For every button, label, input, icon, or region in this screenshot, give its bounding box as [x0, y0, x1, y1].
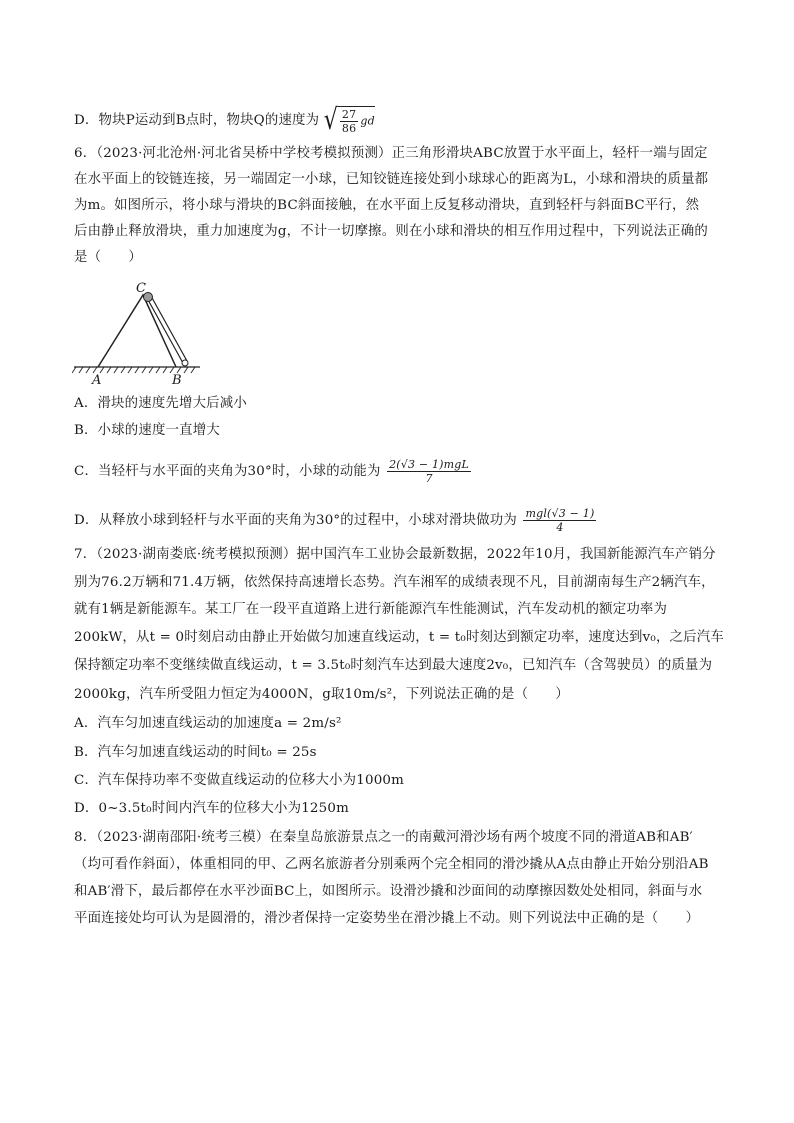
q7-line-3: 就有1辆是新能源车。某工厂在一段平直道路上进行新能源汽车性能测试，汽车发动机的额定功率为 — [74, 602, 668, 617]
formula-denominator: 86 — [341, 122, 357, 135]
q7-option-a: A．汽车匀加速直线运动的加速度a = 2m/s² — [74, 716, 342, 731]
triangle-slider-figure — [72, 280, 202, 390]
q8-line-3: 和AB′滑下，最后都停在水平沙面BC上，如图所示。设滑沙撬和沙面间的动摩擦因数处处相同，斜面与水 — [74, 884, 703, 899]
q6-option-c — [74, 458, 473, 485]
q6-option-c-fraction — [387, 458, 471, 485]
q6-option-c-numerator: 2(√3 − 1)mgL — [389, 458, 470, 471]
q7-line-4: 200kW，从t = 0时刻启动由静止开始做匀加速直线运动，t = t₀时刻达到额定功率，速度达到v₀，之后汽车 — [74, 630, 724, 645]
q6-option-b: B．小球的速度一直增大 — [74, 423, 220, 438]
label-a: A — [92, 373, 102, 388]
q7-line-1: 7．（2023·湖南娄底·统考模拟预测）据中国汽车工业协会最新数据，2022年10月，我国新能源汽车产销分 — [74, 547, 716, 562]
hinge — [182, 360, 188, 366]
q6-line-3: 为m。如图所示，将小球与滑块的BC斜面接触，在水平面上反复移动滑块，直到轻杆与斜面BC平行，然 — [74, 198, 700, 213]
sqrt-sign-icon: √ — [323, 103, 338, 137]
sqrt-formula — [323, 103, 375, 137]
q6-option-d-numerator: mgl(√3 − 1) — [525, 507, 595, 520]
label-b: B — [172, 373, 182, 388]
q7-line-2: 别为76.2万辆和71.4万辆，依然保持高速增长态势。汽车湘军的成绩表现不凡，目前湖南每生产2辆汽车， — [74, 575, 715, 590]
formula-numerator: 27 — [341, 108, 357, 121]
q8-line-1: 8．（2023·湖南邵阳·统考三模）在秦皇岛旅游景点之一的南戴河滑沙场有两个坡度不同的滑道AB和AB′ — [74, 830, 693, 845]
q6-option-a: A．滑块的速度先增大后减小 — [74, 396, 247, 411]
prev-option-d — [74, 103, 375, 137]
q6-option-d — [74, 507, 598, 534]
triangle-slider — [98, 295, 176, 367]
q8-line-2: （均可看作斜面），体重相同的甲、乙两名旅游者分别乘两个完全相同的滑沙撬从A点由静止开始分别沿AB — [74, 857, 709, 872]
q6-line-4: 后由静止释放滑块，重力加速度为g，不计一切摩擦。则在小球和滑块的相互作用过程中，下列说法正确的 — [74, 224, 708, 239]
label-c: C — [136, 281, 146, 296]
q6-line-2: 在水平面上的铰链连接，另一端固定一小球，已知铰链连接处到小球球心的距离为L，小球和滑块的质量都 — [74, 172, 709, 187]
q7-option-b: B．汽车匀加速直线运动的时间t₀ = 25s — [74, 745, 317, 760]
q6-line-5: 是（ ） — [74, 250, 142, 265]
q6-option-d-fraction — [523, 507, 596, 534]
q8-line-4: 平面连接处均可认为是圆滑的，滑沙者保持一定姿势坐在滑沙撬上不动。则下列说法中正确的是（ ） — [74, 911, 700, 926]
q7-option-c: C．汽车保持功率不变做直线运动的位移大小为1000m — [74, 773, 405, 788]
q7-option-d: D．0~3.5t₀时间内汽车的位移大小为1250m — [74, 801, 349, 816]
prev-option-d-text: D．物块P运动到B点时，物块Q的速度为 — [74, 113, 320, 128]
q6-option-c-denominator: 7 — [425, 472, 433, 485]
q7-line-5: 保持额定功率不变继续做直线运动，t = 3.5t₀时刻汽车达到最大速度2v₀，已知汽车（含驾驶员）的质量为 — [74, 658, 713, 673]
q7-line-6: 2000kg，汽车所受阻力恒定为4000N，g取10m/s²，下列说法正确的是（ ） — [74, 687, 569, 702]
q6-line-1: 6．（2023·河北沧州·河北省吴桥中学校考模拟预测）正三角形滑块ABC放置于水平面上，轻杆一端与固定 — [74, 146, 708, 161]
formula-tail: gd — [360, 114, 375, 128]
q6-option-c-text: C．当轻杆与水平面的夹角为30°时，小球的动能为 — [74, 464, 381, 479]
rod-left-edge — [147, 298, 183, 363]
q6-option-d-denominator: 4 — [556, 521, 564, 534]
q6-option-d-text: D．从释放小球到轻杆与水平面的夹角为30°的过程中，小球对滑块做功为 — [74, 513, 517, 528]
